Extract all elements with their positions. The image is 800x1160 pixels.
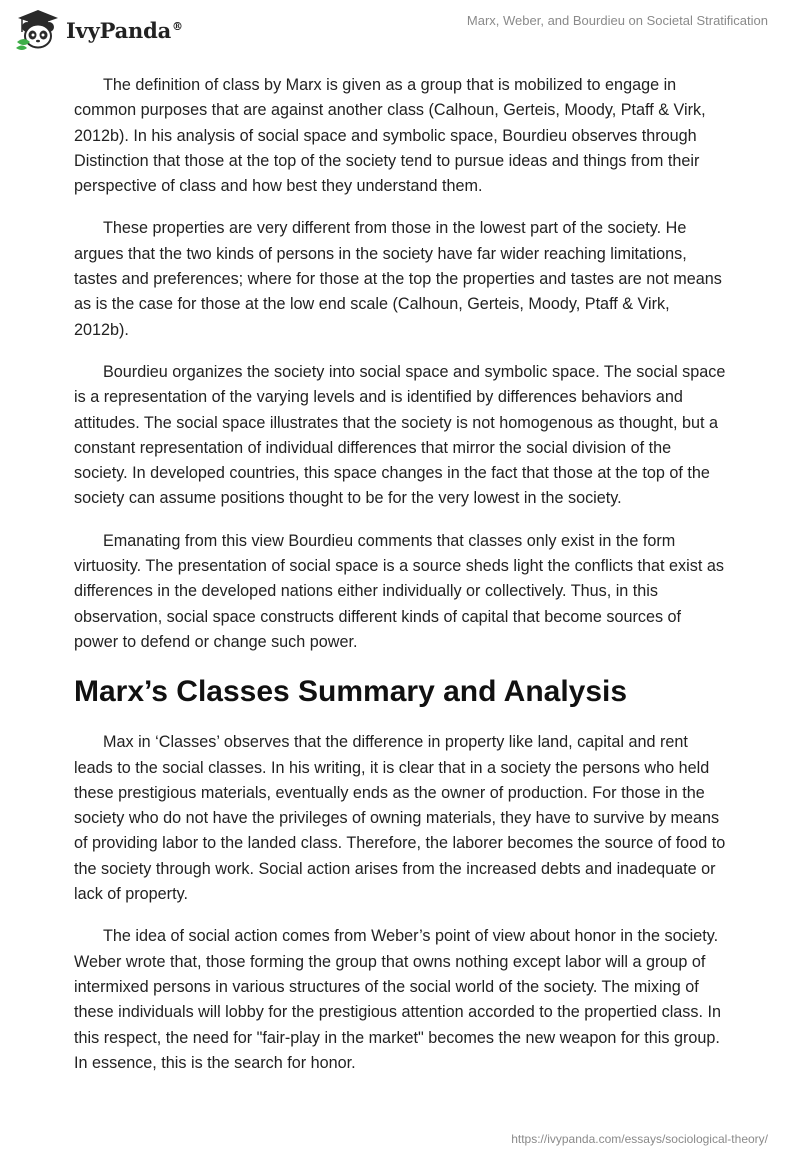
paragraph: Bourdieu organizes the society into social space and symbolic space. The social space is a representation of the varying levels and is identified by differences behaviors and attitudes. The social space illustrates that the society is not homogenous as thought, but a constant representation of individual differences that mirror the social division of the society. In developed countries, this space changes in the fact that those at the top of the society can assume positions thought to be for the very lowest in the society. [74, 362, 726, 508]
essay-body [74, 73, 726, 1093]
page-header [0, 0, 800, 60]
paragraph: The definition of class by Marx is given as a group that is mobilized to engage in common purposes that are against another class (Calhoun, Gerteis, Moody, Ptaff & Virk, 2012b). In his analysis of social space and symbolic space, Bourdieu observes through Distinction that those at the top of the society tend to pursue ideas and things from their perspective of class and how best they understand them. [74, 76, 706, 196]
paragraph: The idea of social action comes from Weber’s point of view about honor in the society. Weber wrote that, those forming the group that owns nothing except labor will a group of intermixed persons in various structures of the social world of the society. The mixing of these individuals will lobby for the prestigious attention accorded to the propertied class. In this respect, the need for "fair-play in the market" becomes the new weapon for this group. In essence, this is the search for honor. [74, 927, 721, 1072]
document-title: Marx, Weber, and Bourdieu on Societal Stratification [466, 13, 768, 28]
section-heading: Marx’s Classes Summary and Analysis [74, 675, 628, 709]
paragraph: These properties are very different from those in the lowest part of the society. He argues that the two kinds of persons in the society have far wider reaching limitations, tastes and preferences; where for those at the top the properties and tastes are not means as is the case for those at the low end scale (Calhoun, Gerteis, Moody, Ptaff & Virk, 2012b). [74, 219, 722, 339]
panda-graduate-icon [14, 8, 62, 52]
logo-wordmark: IvyPanda® [66, 17, 183, 43]
paragraph: Max in ‘Classes’ observes that the difference in property like land, capital and rent leads to the social classes. In his writing, it is clear that in a society the persons who held these prestigious materials, eventually ends as the owner of production. For those in the society who do not have the privileges of owning materials, they have to survive by means of providing labor to the landed class. Therefore, the laborer becomes the source of food to the society through work. Social action arises from the increased debts and inadequate or lack of property. [74, 733, 726, 904]
paragraph: Emanating from this view Bourdieu comments that classes only exist in the form virtuosity. The presentation of social space is a source sheds light the conflicts that exist as differences in the developed nations either individually or collectively. Thus, in this observation, social space constructs different kinds of capital that become sources of power to defend or change such power. [74, 531, 724, 651]
source-url[interactable]: https://ivypanda.com/essays/sociological-theory/ [511, 1132, 768, 1146]
ivypanda-logo[interactable] [14, 8, 183, 52]
